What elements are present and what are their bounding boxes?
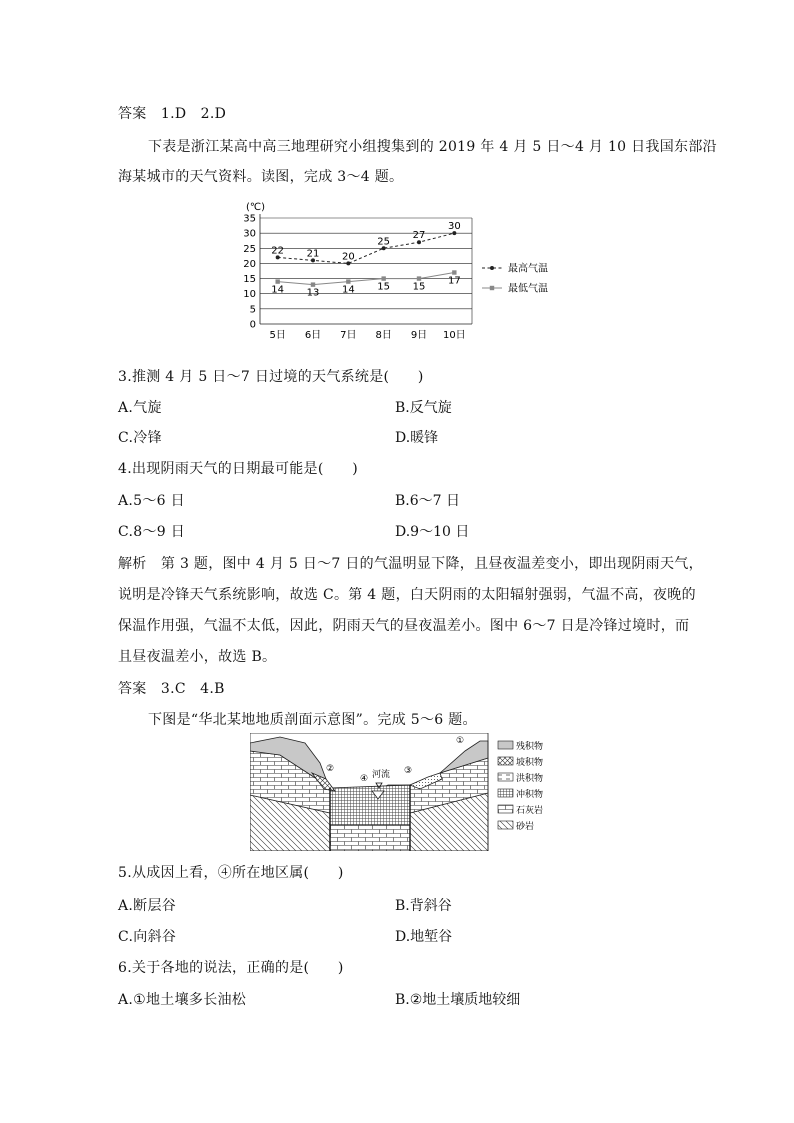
series-0-label-5: 30 — [447, 221, 461, 233]
question-3-stem: 3.推测 4 月 5 日～7 日过境的天气系统是( ) — [118, 369, 424, 385]
profile-section — [250, 733, 488, 851]
legend-label-0: 最高气温 — [508, 263, 548, 275]
question-5-stem: 5.从成因上看，④所在地区属( ) — [118, 865, 344, 881]
series-1-point-1 — [311, 282, 315, 286]
intro-3-4-line1: 下表是浙江某高中高三地理研究小组搜集到的 2019 年 4 月 5 日～4 月 10 日我国东部沿 — [148, 139, 717, 155]
legend-marker-1 — [490, 286, 494, 290]
question-4-stem: 4.出现阴雨天气的日期最可能是( ) — [118, 461, 358, 477]
answer-3-4: 答案 3.C 4.B — [118, 681, 225, 697]
chart-unit-label: (℃) — [246, 202, 266, 213]
q4-option-d: D.9～10 日 — [395, 524, 470, 540]
series-1-label-3: 15 — [377, 281, 391, 293]
legend-alluvial: 冲积物 — [516, 790, 544, 800]
q3-option-b: B.反气旋 — [395, 400, 452, 416]
y-tick-label-25: 25 — [243, 243, 256, 255]
chart-x-ticks — [269, 329, 465, 341]
analysis-line-1: 解析 第 3 题，图中 4 月 5 日～7 日的气温明显下降，且昼夜温差变小，即出现阴雨天气， — [118, 556, 703, 572]
series-0-label-0: 22 — [271, 245, 285, 257]
y-tick-label-5: 5 — [249, 304, 256, 316]
answer-1-2: 答案 1.D 2.D — [118, 106, 227, 122]
series-0-label-1: 21 — [306, 248, 320, 260]
question-6-stem: 6.关于各地的说法，正确的是( ) — [118, 960, 344, 976]
x-tick-label-1: 6日 — [304, 330, 322, 341]
q5-option-c: C.向斜谷 — [118, 929, 177, 945]
river-label: 河流 — [372, 770, 391, 780]
chart-grid — [260, 214, 472, 324]
y-tick-label-15: 15 — [243, 274, 256, 286]
q4-option-c: C.8～9 日 — [118, 524, 186, 540]
legend-label-1: 最低气温 — [508, 283, 548, 295]
q5-option-d: D.地堑谷 — [395, 929, 453, 945]
legend-marker-0 — [490, 266, 494, 270]
series-1-label-1: 13 — [306, 287, 320, 299]
y-tick-label-20: 20 — [243, 258, 256, 270]
x-tick-label-3: 8日 — [375, 330, 392, 341]
series-0-label-2: 20 — [341, 251, 355, 263]
q3-option-c: C.冷锋 — [118, 430, 162, 446]
legend-sandstone: 砂岩 — [516, 822, 535, 832]
q5-option-b: B.背斜谷 — [395, 898, 452, 914]
intro-5-6: 下图是“华北某地地质剖面示意图”。完成 5～6 题。 — [148, 712, 477, 728]
y-tick-label-0: 0 — [249, 319, 256, 331]
series-1-label-4: 15 — [412, 281, 426, 293]
chart-legend — [482, 262, 548, 295]
x-tick-label-0: 5日 — [269, 330, 286, 341]
x-tick-label-4: 9日 — [410, 330, 428, 341]
legend-limestone: 石灰岩 — [516, 806, 544, 816]
series-1-point-5 — [452, 270, 456, 274]
marker-1: ① — [456, 736, 465, 746]
marker-3: ③ — [404, 766, 413, 776]
x-tick-label-5: 10日 — [442, 330, 466, 341]
marker-2: ② — [326, 764, 335, 774]
series-1-label-5: 17 — [447, 275, 461, 287]
q6-option-b: B.②地土壤质地较细 — [395, 992, 521, 1008]
diagram-legend — [498, 740, 543, 832]
marker-4: ④ — [360, 774, 369, 784]
geological-profile-diagram — [250, 733, 555, 851]
q3-option-d: D.暖锋 — [395, 430, 439, 446]
series-1-point-4 — [417, 276, 421, 280]
series-1-point-3 — [381, 276, 385, 280]
analysis-line-2: 说明是冷锋天气系统影响，故选 C。第 4 题，白天阴雨的太阳辐射强弱，气温不高，夜晚的 — [118, 587, 696, 603]
series-0-label-3: 25 — [377, 236, 391, 248]
q3-option-a: A.气旋 — [118, 400, 162, 416]
legend-residual: 残积物 — [516, 742, 544, 752]
analysis-line-3: 保温作用强，气温不太低，因此，阴雨天气的昼夜温差小。图中 6～7 日是冷锋过境时，而 — [118, 618, 690, 634]
chart-data-labels — [271, 221, 460, 298]
temperature-chart — [232, 198, 592, 348]
series-1-label-0: 14 — [271, 284, 285, 296]
legend-diluvial: 洪积物 — [516, 774, 544, 784]
intro-3-4-line2: 海某城市的天气资料。读图，完成 3～4 题。 — [118, 169, 404, 185]
x-tick-label-2: 7日 — [340, 330, 357, 341]
q6-option-a: A.①地土壤多长油松 — [118, 992, 247, 1008]
q5-option-a: A.断层谷 — [118, 898, 177, 914]
series-0-label-4: 27 — [412, 230, 426, 242]
legend-slope: 坡积物 — [516, 758, 544, 768]
q4-option-a: A.5～6 日 — [118, 493, 185, 509]
analysis-line-4: 且昼夜温差小，故选 B。 — [118, 649, 277, 665]
series-1-point-2 — [346, 279, 350, 283]
y-tick-label-30: 30 — [243, 228, 256, 240]
series-1-label-2: 14 — [341, 284, 355, 296]
y-tick-label-10: 10 — [243, 289, 256, 301]
chart-y-ticks — [243, 214, 256, 331]
y-tick-label-35: 35 — [243, 213, 256, 225]
q4-option-b: B.6～7 日 — [395, 493, 461, 509]
series-1-point-0 — [275, 279, 279, 283]
